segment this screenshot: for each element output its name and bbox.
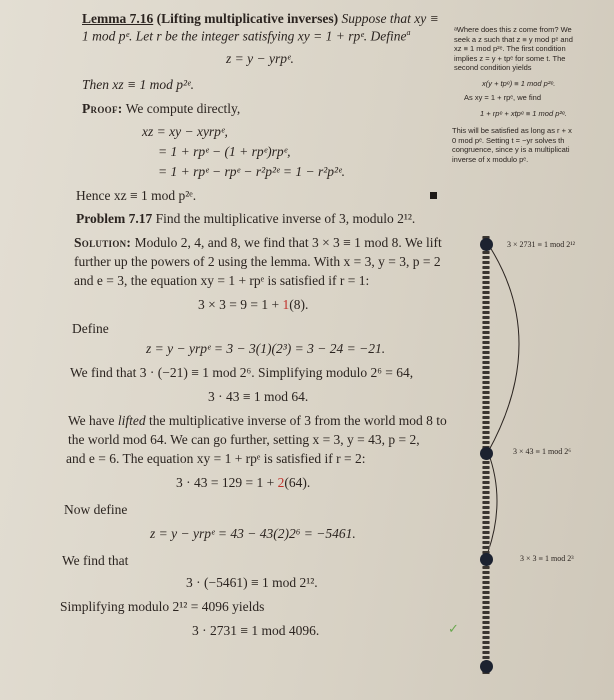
margin-note-2	[452, 126, 614, 164]
power-tick	[482, 461, 490, 464]
power-tick	[482, 481, 490, 484]
solution-eq-c: 3 · 43 ≡ 1 mod 64.	[208, 389, 309, 404]
margin-note-line: congruence, since y is a multiplicati	[452, 145, 570, 154]
solution-line-4: We find that 3 · (−21) ≡ 1 mod 2⁶. Simplifying modulo 2⁶ = 64,	[70, 365, 414, 380]
power-tick	[482, 391, 490, 394]
proof-eq-3: = 1 + rpᵉ − rpᵉ − r²p²ᵉ = 1 − r²p²ᵉ.	[158, 164, 346, 179]
solution-find: We find that	[62, 553, 129, 568]
power-tick	[482, 301, 490, 304]
power-tick	[482, 286, 490, 289]
power-tick	[482, 341, 490, 344]
power-tick	[482, 376, 490, 379]
power-tick	[482, 331, 490, 334]
lemma-conclusion: Then xz ≡ 1 mod p²ᵉ.	[82, 77, 194, 92]
solution-line-2: further up the powers of 2 using the lemma. With x = 3, y = 3, p = 2	[74, 254, 441, 269]
power-tick	[482, 521, 490, 524]
power-tick	[482, 416, 490, 419]
power-tick	[482, 476, 490, 479]
margin-as-line: As xy = 1 + rpᵉ, we find	[464, 93, 541, 102]
solution-eq-e: z = y − yrpᵉ = 43 − 43(2)2⁶ = −5461.	[150, 526, 356, 541]
power-tick	[482, 646, 490, 649]
diagram-label-mid: 3 × 43 ≡ 1 mod 2⁶	[513, 447, 572, 456]
power-tick	[482, 651, 490, 654]
margin-note-line: This will be satisfied as long as r + x	[452, 126, 572, 135]
power-tick	[482, 361, 490, 364]
solution-eq-f: 3 · (−5461) ≡ 1 mod 2¹².	[186, 575, 318, 590]
dot-mod-2-12	[480, 238, 493, 251]
power-tick	[482, 316, 490, 319]
power-tick	[482, 401, 490, 404]
power-tick	[482, 536, 490, 539]
power-tick	[482, 511, 490, 514]
power-tick	[482, 496, 490, 499]
power-tick	[482, 251, 490, 254]
qed-square	[430, 192, 437, 199]
footnote-marker: a	[406, 28, 411, 37]
margin-note	[454, 25, 612, 73]
power-tick	[482, 471, 490, 474]
power-tick	[482, 581, 490, 584]
solution-line-6: the world mod 64. We can go further, setting x = 3, y = 43, p = 2,	[68, 432, 420, 447]
power-tick	[482, 356, 490, 359]
power-tick	[482, 506, 490, 509]
power-tick	[482, 426, 490, 429]
dot-mod-2-3	[480, 553, 493, 566]
margin-note-line: inverse of x modulo pᵉ.	[452, 154, 529, 164]
power-tick	[482, 291, 490, 294]
checkmark-icon: ✓	[448, 622, 459, 637]
power-tick	[482, 266, 490, 269]
dot-base	[480, 660, 493, 673]
solution-eq-g: 3 · 2731 ≡ 1 mod 4096.	[192, 623, 320, 638]
proof-hence: Hence xz ≡ 1 mod p²ᵉ.	[76, 188, 197, 203]
power-tick	[482, 591, 490, 594]
lemma-header	[82, 11, 439, 27]
power-tick	[482, 441, 490, 444]
power-tick	[482, 371, 490, 374]
highlight-r-1: 1	[282, 297, 290, 312]
power-tick	[482, 326, 490, 329]
power-tick	[482, 336, 490, 339]
power-tick	[482, 396, 490, 399]
power-tick	[482, 466, 490, 469]
power-tick	[482, 406, 490, 409]
solution-eq-b: z = y − yrpᵉ = 3 − 3(1)(2³) = 3 − 24 = −21.	[146, 341, 386, 356]
solution-now-define: Now define	[64, 502, 128, 517]
power-tick	[482, 351, 490, 354]
power-tick	[482, 421, 490, 424]
margin-note-line: 0 mod pᵉ. Setting t = −yr solves th	[452, 135, 565, 145]
proof-eq-1: xz = xy − xyrpᵉ,	[142, 124, 228, 139]
power-tick	[482, 491, 490, 494]
power-tick	[482, 566, 490, 569]
power-tick	[482, 606, 490, 609]
margin-eq-2: 1 + rpᵉ + xtpᵉ ≡ 1 mod p²ᵉ.	[480, 109, 567, 118]
power-tick	[482, 296, 490, 299]
solution-line-7: and e = 6. The equation xy = 1 + rpᵉ is satisfied if r = 2:	[66, 451, 366, 466]
margin-note-line: xz ≡ 1 mod p²ᵉ. The first condition	[454, 44, 566, 53]
dot-mod-2-6	[480, 447, 493, 460]
power-tick	[482, 501, 490, 504]
power-tick	[482, 256, 490, 259]
power-tick	[482, 366, 490, 369]
power-tick	[482, 311, 490, 314]
solution-eq-a: 3 × 3 = 9 = 1 + 1(8).	[198, 297, 309, 312]
power-tick	[482, 596, 490, 599]
power-tick	[482, 386, 490, 389]
power-tick	[482, 411, 490, 414]
power-tick	[482, 346, 490, 349]
margin-note-line: ᵃWhere does this z come from? We	[454, 25, 572, 34]
margin-note-line: seek a z such that z ≡ y mod pᵉ and	[454, 34, 573, 44]
arc-mid-to-top	[488, 244, 519, 452]
power-tick	[482, 526, 490, 529]
power-tick	[482, 626, 490, 629]
margin-note-line: implies z = y + tpᵉ for some t. The	[454, 53, 566, 63]
problem-statement	[76, 211, 415, 227]
power-tick	[482, 636, 490, 639]
power-tick	[482, 621, 490, 624]
power-tick	[482, 531, 490, 534]
lemma-title: (Lifting multiplicative inverses)	[156, 11, 339, 26]
power-tick	[482, 541, 490, 544]
diagram-label-bot: 3 × 3 ≡ 1 mod 2³	[520, 554, 574, 563]
power-tick	[482, 261, 490, 264]
power-tick	[482, 601, 490, 604]
lemma-label: Lemma 7.16	[82, 11, 154, 26]
power-tick	[482, 641, 490, 644]
power-tick	[482, 616, 490, 619]
proof-label: Proof:	[82, 101, 123, 116]
power-tick	[482, 516, 490, 519]
power-tick	[482, 486, 490, 489]
power-tick	[482, 576, 490, 579]
power-tick	[482, 321, 490, 324]
lemma-statement-2: 1 mod pᵉ. Let r be the integer satisfying xy = 1 + rpᵉ. Define$^a$	[82, 28, 411, 44]
power-tick	[482, 571, 490, 574]
power-tick	[482, 546, 490, 549]
solution-define: Define	[72, 321, 109, 336]
proof-intro	[82, 101, 240, 117]
solution-simplify: Simplifying modulo 2¹² = 4096 yields	[60, 599, 265, 614]
power-tick	[482, 381, 490, 384]
diagram-label-top: 3 × 2731 ≡ 1 mod 2¹²	[507, 240, 576, 249]
proof-text: We compute directly,	[125, 101, 241, 116]
solution-line-3: and e = 3, the equation xy = 1 + rpᵉ is satisfied if r = 1:	[74, 273, 370, 288]
power-tick	[482, 271, 490, 274]
power-tick	[482, 586, 490, 589]
problem-text: Find the multiplicative inverse of 3, modulo 2¹².	[155, 211, 416, 226]
highlight-r-2: 2	[277, 475, 285, 490]
margin-note-line: second condition yields	[454, 63, 532, 72]
power-tick	[482, 281, 490, 284]
problem-label: Problem 7.17	[76, 211, 153, 226]
lifting-arcs	[480, 230, 600, 690]
power-tick	[482, 631, 490, 634]
power-tick	[482, 611, 490, 614]
lemma-statement-1: Suppose that xy ≡	[341, 11, 439, 26]
margin-eq-1: x(y + tpᵉ) ≡ 1 mod p²ᵉ.	[482, 79, 556, 88]
power-tick	[482, 436, 490, 439]
power-tick	[482, 306, 490, 309]
solution-eq-d: 3 · 43 = 129 = 1 + 2(64).	[176, 475, 311, 490]
solution-line-5: We have lifted the multiplicative inverse of 3 from the world mod 8 to	[68, 413, 447, 428]
solution-line-1: Solution: Modulo 2, 4, and 8, we find that 3 × 3 ≡ 1 mod 8. We lift	[74, 235, 442, 250]
solution-label: Solution:	[74, 235, 132, 250]
power-tick	[482, 431, 490, 434]
lemma-define-equation: z = y − yrpᵉ.	[226, 51, 294, 66]
proof-eq-2: = 1 + rpᵉ − (1 + rpᵉ)rpᵉ,	[158, 144, 291, 159]
power-tick	[482, 276, 490, 279]
power-tick	[482, 656, 490, 659]
